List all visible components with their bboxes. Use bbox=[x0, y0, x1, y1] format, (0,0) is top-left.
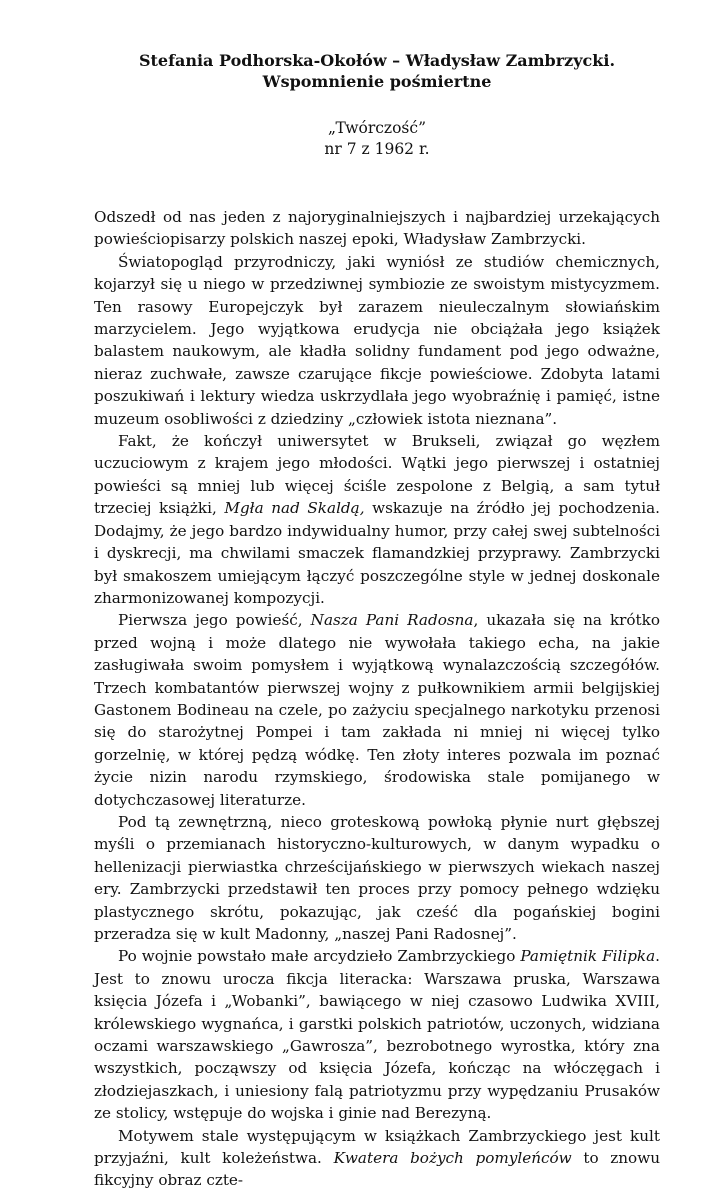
paragraph-6-text-b: . Jest to znowu urocza fikcja literacka: Warszawa pruska, Warszawa księcia Józefa i „Wobanki”, bawiącego w niej czasowo Ludwika XVIII, królewskiego wygnańca, i garstki polskich patriotów, uczonych, widziana oczami warszawskiego „Gawrosza”, bezrobotnego wyrostka, który zna wszystkich, począwszy od księcia Józefa, kończąc na włóczęgach i złodziejaszkach, i uniesiony falą patriotyzmu przy wypędzaniu Prusaków ze stolicy, wstępuje do wojska i ginie nad Berezyną. bbox=[94, 947, 660, 1123]
paragraph-5: Pod tą zewnętrzną, nieco groteskową powłoką płynie nurt głębszej myśli o przemianach historyczno-kulturowych, w danym wypadku o hellenizacji pierwiastka chrześcijańskiego w pierwszych wiekach naszej ery. Zambrzycki przedstawił ten proces przy pomocy pełnego wdzięku plastycznego skrótu, pokazując, jak cześć dla pogańskiej bogini przeradza się w kult Madonny, „naszej Pani Radosnej”. bbox=[94, 812, 660, 943]
book-title-pamietnik-filipka: Pamiętnik Filipka bbox=[520, 947, 656, 966]
article-title bbox=[94, 50, 660, 92]
paragraph-7-text-b: to znowu fikcyjny obraz czte- bbox=[94, 1149, 660, 1190]
paragraph-4-text-a: Pierwsza jego powieść, bbox=[118, 611, 311, 630]
source-issue: nr 7 z 1962 r. bbox=[324, 140, 430, 158]
paragraph-6-text-a: Po wojnie powstało małe arcydzieło Zambrzyckiego bbox=[118, 947, 521, 966]
article-body bbox=[94, 206, 660, 1192]
title-line-2: Wspomnienie pośmiertne bbox=[262, 72, 492, 91]
book-title-mgla-nad-skalda: Mgła nad Skaldą, bbox=[224, 499, 365, 518]
book-title-nasza-pani-radosna: Nasza Pani Radosna bbox=[310, 611, 474, 630]
paragraph-2: Światopogląd przyrodniczy, jaki wyniósł ze studiów chemicznych, kojarzył się u niego w przedziwnej symbiozie ze swoistym mistycyzmem. Ten rasowy Europejczyk był zarazem nieuleczalnym słowiańskim marzycielem. Jego wyjątkowa erudycja nie obciążała jego książek balastem naukowym, ale kładła solidny fundament pod jego odważne, nieraz zuchwałe, zawsze czarujące fikcje powieściowe. Zdobyta latami poszukiwań i lektury wiedza uskrzydlała jego wyobraźnię i pamięć, istne muzeum osobliwości z dziedziny „człowiek istota nieznana”. bbox=[94, 252, 660, 428]
paragraph-7 bbox=[94, 1125, 660, 1192]
book-title-kwatera-bozych-pomylencow: Kwatera bożych pomyleńców bbox=[333, 1149, 572, 1168]
paragraph-4-text-b: , ukazała się na krótko przed wojną i może dlatego nie wywołała takiego echa, na jakie zasługiwała swoim pomysłem i wyjątkową wynalazczością szczegółów. Trzech kombatantów pierwszej wojny z pułkownikiem armii belgijskiej Gastonem Bodineau na czele, po zażyciu specjalnego narkotyku przenosi się do starożytnej Pompei i tam zakłada ni mniej ni więcej tylko gorzelnię, w której pędzą wódkę. Ten złoty interes pozwala im poznać życie nizin narodu rzymskiego, środowiska stale pomijanego w dotychczasowej literaturze. bbox=[94, 611, 660, 809]
paragraph-7-text-a: Motywem stale występującym w książkach Zambrzyckiego jest kult przyjaźni, kult koleżeństwa. bbox=[94, 1126, 660, 1168]
paragraph-3-text-a: Fakt, że kończył uniwersytet w Brukseli, związał go węzłem uczuciowym z krajem jego młodości. Wątki jego pierwszej i ostatniej powieści są mniej lub więcej ściśle zespolone z Belgią, a sam tytuł trzeciej książki, bbox=[94, 432, 660, 518]
paragraph-3-text-b: wskazuje na źródło jej pochodzenia. Dodajmy, że jego bardzo indywidualny humor, przy całej swej subtelności i dyskrecji, ma chwilami smaczek flamandzkiej przyprawy. Zambrzycki był smakoszem umiejącym łączyć poszczególne style w jednej doskonale zharmonizowanej kompozycji. bbox=[94, 499, 660, 607]
paragraph-3 bbox=[94, 430, 660, 609]
paragraph-6 bbox=[94, 945, 660, 1124]
paragraph-4 bbox=[94, 609, 660, 811]
source-citation bbox=[94, 118, 660, 160]
title-line-1: Stefania Podhorska-Okołów – Władysław Zambrzycki. bbox=[138, 51, 616, 70]
paragraph-1: Odszedł od nas jeden z najoryginalniejszych i najbardziej urzekających powieściopisarzy polskich naszej epoki, Władysław Zambrzycki. bbox=[94, 208, 660, 249]
source-journal: „Twórczość” bbox=[327, 119, 426, 137]
